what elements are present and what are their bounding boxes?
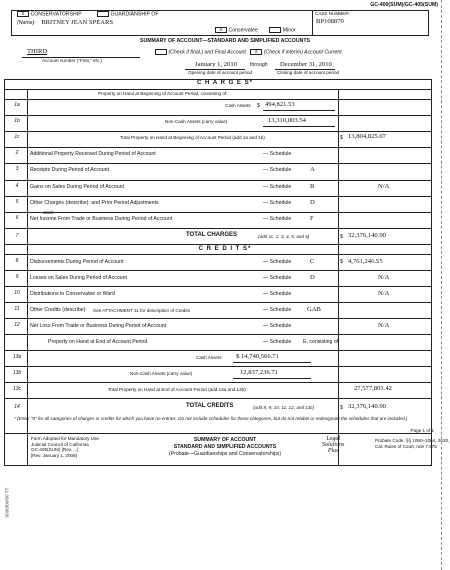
non-cash-assets-end-label: Non-Cash Assets (carry value) — [130, 371, 193, 376]
rule-6 — [4, 212, 432, 213]
schedule-letter: C — [310, 258, 315, 265]
schedule-label: — Schedule — [263, 200, 292, 206]
schedule-label: — Schedule — [263, 151, 292, 157]
row-6-label: Net Income From Trade or Business During Period of Account — [30, 216, 173, 222]
row-12-label: Net Loss From Trade or Business During Period of Account — [30, 323, 167, 329]
final-checkbox[interactable] — [155, 49, 167, 55]
cash-assets-begin: 494,821.53 — [265, 101, 295, 108]
caption-divider — [312, 10, 313, 36]
schedule-letter: GAB — [307, 306, 321, 313]
total-charges-label: TOTAL CHARGES — [186, 232, 238, 238]
non-cash-assets-begin: 13,310,003.54 — [268, 117, 306, 124]
row-12-amount: N/A — [378, 322, 390, 329]
total-credits-note: (add 8, 9, 10, 11, 12, and 13c) — [253, 405, 315, 410]
schedule-label: — Schedule — [263, 259, 292, 265]
amount-rule — [263, 110, 335, 111]
schedule-label: — Schedule — [263, 323, 292, 329]
page-label: Page 1 of 1 — [410, 428, 434, 433]
credits-header: C R E D I T S* — [198, 246, 252, 252]
amount-rule — [263, 126, 335, 127]
conservatorship-checkbox[interactable]: X — [17, 11, 29, 17]
rule-12 — [4, 334, 432, 335]
row-number: 13a — [12, 354, 22, 360]
case-number: BP108870 — [316, 18, 344, 25]
rule-13c — [4, 398, 432, 399]
opening-date: January 1, 2010 — [195, 61, 237, 68]
schedule-letter: F — [310, 215, 314, 222]
schedule-letter: D — [310, 274, 315, 281]
row-3-label: Receipts During Period of Account — [30, 167, 110, 173]
account-number-label: Account number ("First," etc.) — [42, 58, 102, 63]
legal-solutions-logo: Legal Solutions Plus — [322, 436, 345, 454]
row-9-amount: N/A — [378, 274, 390, 281]
through-label: through — [250, 62, 268, 68]
rule-5 — [4, 196, 432, 197]
row-6-overwrite: Cash — [43, 210, 54, 215]
schedule-label: — Schedule — [263, 339, 292, 345]
schedule-letter: A — [310, 166, 315, 173]
total-credits-label: TOTAL CREDITS — [186, 403, 234, 409]
rule-13a — [4, 366, 432, 367]
cash-assets-end-label: Cash Assets — [196, 355, 222, 360]
row-number: 13b — [12, 370, 22, 376]
caption-line-3 — [215, 27, 296, 33]
opening-date-label: Opening date of account period — [188, 70, 253, 75]
total-charges-note: (add 1c, 2, 3, 4, 5, and 6) — [258, 234, 310, 239]
rule-end — [4, 350, 432, 351]
form-id: GC-400(SUM)/GC-405(SUM) — [370, 2, 438, 8]
scan-edge — [441, 0, 442, 570]
schedule-label: — Schedule — [263, 184, 292, 190]
row-11-label: Other Credits (describe): — [30, 307, 87, 313]
row-number: 9 — [15, 274, 19, 280]
row-2-label: Additional Property Received During Period of Account — [30, 151, 156, 157]
case-number-label: CASE NUMBER: — [315, 11, 350, 16]
charges-header-rule — [4, 89, 432, 90]
row-number: 12 — [14, 322, 20, 328]
total-end-amount: 27,577,803.42 — [354, 385, 392, 392]
interim-label: (Check if interim) Account Current — [263, 49, 342, 56]
row-number: 1c — [14, 134, 20, 140]
rule-1c — [4, 131, 432, 132]
schedule-label: — Schedule — [263, 275, 292, 281]
guardianship-label: GUARDIANSHIP OF — [110, 11, 159, 18]
row-number: 1a — [14, 102, 20, 108]
rule-4 — [4, 180, 432, 181]
rule-1a — [4, 99, 432, 100]
footer-title: SUMMARY OF ACCOUNT STANDARD AND SIMPLIFIED ACCOUNTS (Probate—Guardianships and Conservatorships) — [168, 437, 282, 457]
row-number: 11 — [14, 306, 20, 312]
rule-3 — [4, 163, 432, 164]
minor-label: Minor — [282, 27, 296, 34]
footnote: * (Enter "0" for all categories of charges or credits for which you have no entries. Do not include schedules for these categories, but do not relabel or redesignate the schedules that are included.) — [14, 416, 408, 421]
total-begin-amount: 13,804,825.07 — [348, 133, 386, 140]
closing-date-label: Closing date of account period — [277, 70, 340, 75]
conservatee-checkbox[interactable]: X — [215, 27, 227, 33]
row-10-amount: N/A — [378, 290, 390, 297]
total-charges-amount: 32,376,140.90 — [348, 232, 386, 239]
rule-2 — [4, 147, 432, 148]
row-number: 4 — [15, 183, 19, 189]
row-8-amount: 4,761,246.55 — [348, 258, 383, 265]
conservatee-label: Conservatee — [228, 27, 258, 34]
row-number: 8 — [15, 258, 19, 264]
row-4-amount: N/A — [378, 183, 390, 190]
non-cash-assets-label: Non-Cash Assets (carry value) — [165, 119, 228, 124]
row-11-note: See ATTACHMENT 11 for description of Credits — [93, 308, 190, 313]
schedule-label: — Schedule — [263, 216, 292, 222]
rule-1b — [4, 115, 432, 116]
minor-checkbox[interactable] — [269, 27, 281, 33]
row-number: 14 — [14, 404, 20, 410]
amount-rule — [233, 362, 311, 363]
rule-total-charges — [4, 244, 432, 245]
row-number: 10 — [14, 290, 20, 296]
footer-rule — [4, 433, 432, 434]
row-number: 5 — [15, 199, 19, 205]
total-end-label: Total Property on Hand at End of Account Period (add 13a and 13b) — [108, 387, 246, 392]
property-end-schedule: E, consisting of: — [303, 339, 340, 345]
schedule-letter: D — [310, 199, 315, 206]
interim-checkbox[interactable]: X — [250, 49, 262, 55]
caption-line-2 — [17, 19, 113, 26]
non-cash-assets-end: 12,837,236.71 — [240, 369, 278, 376]
row-4-label: Gains on Sales During Period of Account — [30, 184, 125, 190]
cash-assets-label: Cash Assets — [225, 103, 251, 108]
schedule-label: — Schedule — [263, 291, 292, 297]
cash-assets-end: $ 14,740,566.71 — [236, 353, 279, 360]
footer-left: Form Adopted for Mandatory Use Judicial Council of California GC-405(SUM) [Rev. ...] [Rev. January 1, 2008] — [31, 436, 99, 458]
row-5-label: Other Charges (describe): and Prior Period Adjustments — [30, 200, 159, 206]
rule-8 — [4, 270, 432, 271]
row-number: 13c — [12, 386, 22, 392]
final-label: (Check if final.) and Final Account — [168, 49, 246, 56]
side-stamp: 0000/00/00 TT — [4, 487, 10, 518]
row-9-label: Losses on Sales During Period of Account — [30, 275, 127, 281]
document-page: GC-400(SUM)/GC-405(SUM) CASE NUMBER: BP108870 X CONSERVATORSHIP GUARDIANSHIP OF (Name): BRITNEY JEAN SPEARS X Conservatee Minor SUMMARY OF ACCOUNT—STANDARD AND SIMPLIFIED ACCOUNTS THIRD Account number ("First," etc.) (Check if final.) and Final Account X (Check if interim) Account Current January 1, 2010 through December 31, 2010 Opening date of account period Closing date of account period C H A R G E S* Property on Hand at Beginning of Account Period, consisting of: 1a Cash Assets $ 494,821.53 1b Non-Cash Assets (carry value) 13,310,003.54 1c Total Property on Hand at Beginning of Account Period (add 1a and 1b) $ 13,804,825.07 2 Additional Property Received During Period of Account — Schedule 3 Receipts During Period of Account — Schedule A 4 Gains on Sales During Period of Account — Schedule B N/A 5 Other Charges (describe): and Prior Period Adjustments — Schedule D 6 Cash Net Income From Trade or Business During Period of Account — Schedule F 7 TOTAL CHARGES (add 1c, 2, 3, 4, 5, and 6) $ 32,376,140.90 C R E D I T S* 8 Disbursements During Period of Account — Schedule C $ 4,761,246.55 9 Losses on Sales During Period of Account — Schedule D N/A 10 Distributions to Conservatee or Ward — Schedule N/A 11 Other Credits (describe): See ATTACHMENT 11 for description of Credits — Schedule GAB 12 Net Loss From Trade or Business During Period of Account — Schedule N/A Property on Hand at End of Account Period — Schedule E, consisting of: 13a Cash Assets $ 14,740,566.71 13b Non-Cash Assets (carry value) 12,837,236.71 13c Total Property on Hand at End of Account Period (add 13a and 13b) 27,577,803.42 14 TOTAL CREDITS (add 8, 9, 10, 11, 12, and 13c) $ 32,376,140.90 * (Enter "0" for all categories of charges or credits for which you have no entries. Do not include schedules for these categories, but do not relabel or redesignate the schedules that are included.) Page 1 of 1 Form Adopted for Mandatory Use Judicial Council of California GC-405(SUM) [Rev. ...] [Rev. January 1, 2008] SUMMARY OF ACCOUNT STANDARD AND SIMPLIFIED ACCOUNTS (Probate—Guardianships and Conservatorships) Legal Solutions Plus Probate Code, §§ 1060–1064, 2620, Cal. Rules of Court, rule 7.575 0000/00/00 TT — [0, 0, 450, 570]
account-type-line — [155, 49, 342, 55]
rule-7 — [4, 228, 432, 229]
row-number: 7 — [15, 233, 19, 239]
row-10-label: Distributions to Conservatee or Ward — [30, 291, 115, 297]
account-number: THIRD — [27, 48, 48, 55]
ward-name: BRITNEY JEAN SPEARS — [41, 19, 114, 26]
guardianship-checkbox[interactable] — [97, 11, 109, 17]
footer-right: Probate Code, §§ 1060–1064, 2620, Cal. Rules of Court, rule 7.575 — [375, 438, 450, 449]
form-heading: SUMMARY OF ACCOUNT—STANDARD AND SIMPLIFIED ACCOUNTS — [140, 38, 310, 44]
row-number: 6 — [15, 215, 19, 221]
property-beginning: Property on Hand at Beginning of Account Period, consisting of: — [98, 91, 228, 96]
conservatorship-label: CONSERVATORSHIP — [30, 11, 82, 18]
row-number: 1b — [14, 118, 20, 124]
rule-9 — [4, 286, 432, 287]
total-credits-amount: 32,376,140.90 — [348, 403, 386, 410]
property-end-label: Property on Hand at End of Account Period — [48, 339, 148, 345]
schedule-label: — Schedule — [263, 167, 292, 173]
schedule-letter: B — [310, 183, 315, 190]
amount-rule — [233, 378, 311, 379]
row-number: 2 — [15, 150, 19, 156]
row-number: 3 — [15, 166, 19, 172]
caption-line-1 — [17, 11, 159, 17]
name-label: (Name): — [17, 20, 36, 26]
row-8-label: Disbursements During Period of Account — [30, 259, 124, 265]
rule-13b — [4, 382, 432, 383]
total-begin-label: Total Property on Hand at Beginning of Account Period (add 1a and 1b) — [120, 135, 265, 140]
rule-11 — [4, 318, 432, 319]
schedule-label: — Schedule — [263, 307, 292, 313]
closing-date: December 31, 2010 — [280, 61, 332, 68]
charges-header: C H A R G E S* — [197, 80, 253, 86]
rule-10 — [4, 302, 432, 303]
